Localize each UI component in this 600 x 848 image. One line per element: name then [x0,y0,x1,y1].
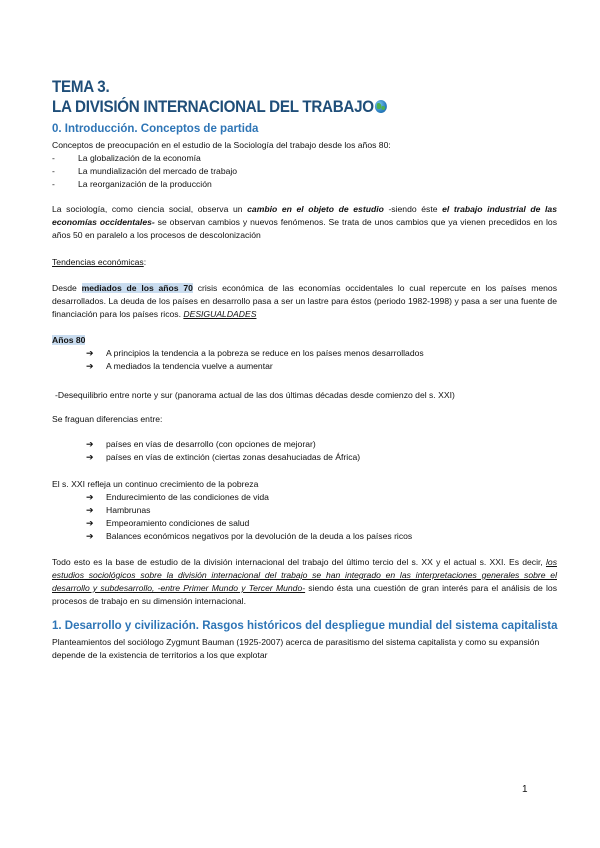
desequilibrio-text: -Desequilibrio entre norte y sur (panorama actual de las dos últimas décadas desde comienzo del s. XXI) [55,390,455,400]
list-item: ➔ A principios la tendencia a la pobreza se reduce en los países menos desarrollados [86,348,424,358]
section-1-heading: 1. Desarrollo y civilización. Rasgos históricos del despliegue mundial del sistema capitalista [52,620,558,632]
list-item: ➔ Endurecimiento de las condiciones de vida [86,492,269,502]
intro-text: Conceptos de preocupación en el estudio de la Sociología del trabajo desde los años 80: [52,140,391,150]
fraguan-list [0,438,600,464]
list-item: ➔ Empeoramiento condiciones de salud [86,518,250,528]
paragraph-sociologia: La sociología, como ciencia social, observa un cambio en el objeto de estudio -siendo éste el trabajo industrial de las economías occidentales- se observan cambios y nuevos fenómenos. Se trata de unos cambios que ya vienen precedidos en los años 50 en paralelo a los procesos de descolonización [52,204,557,240]
list-item: - La globalización de la economía [52,153,201,163]
arrow-right-icon: ➔ [86,492,94,502]
anos-80-list [0,347,600,373]
arrow-right-icon: ➔ [86,348,94,358]
tendencias-heading: Tendencias económicas: [52,257,147,267]
sxxi-text: El s. XXI refleja un continuo crecimiento de la pobreza [52,479,259,489]
arrow-right-icon: ➔ [86,505,94,515]
sxxi-list [0,491,600,543]
arrow-right-icon: ➔ [86,361,94,371]
page-number: 1 [522,784,528,795]
globe-icon [375,100,387,113]
paragraph-crisis: Desde mediados de los años 70 crisis económica de las economías occidentales lo cual repercute en los países menos desarrollados. La deuda de los países en desarrollo pasa a ser un lastre para éstos (periodo 1982-1998) y pasa a ser una fuente de financiación para los países ricos. DESIGUALDADES [52,283,557,319]
section-0-heading: 0. Introducción. Conceptos de partida [52,123,259,135]
list-item: ➔ Balances económicos negativos por la devolución de la deuda a los países ricos [86,531,413,541]
fraguan-text: Se fraguan diferencias entre: [52,414,163,424]
list-item: ➔ países en vías de extinción (ciertas zonas desahuciadas de África) [86,452,361,462]
dash-list [0,152,600,191]
list-item: ➔ A mediados la tendencia vuelve a aumentar [86,361,273,371]
anos-80-label: Años 80 [52,335,86,345]
list-item: - La mundialización del mercado de trabajo [52,166,238,176]
list-item: - La reorganización de la producción [52,179,212,189]
list-item: ➔ Hambrunas [86,505,151,515]
title-text: LA DIVISIÓN INTERNACIONAL DEL TRABAJO [52,98,374,116]
section-1-text: Planteamientos del sociólogo Zygmunt Bauman (1925-2007) acerca de parasitismo del sistema capitalista y como su expansión depende de la existencia de territorios a los que explotar [52,637,540,660]
arrow-right-icon: ➔ [86,518,94,528]
list-item: ➔ países en vías de desarrollo (con opciones de mejorar) [86,439,316,449]
title-line-2 [52,98,387,117]
paragraph-division: Todo esto es la base de estudio de la división internacional del trabajo del último tercio del s. XX y el actual s. XXI. Es decir, los estudios sociológicos sobre la división internacional del trabajo se han integrado en las interpretaciones generales sobre el desarrollo y subdesarrollo, -entre Primer Mundo y Tercer Mundo- siendo ésta una cuestión de gran interés para el análisis de los procesos de trabajo en su dimensión internacional. [52,557,557,606]
title-line-1: TEMA 3. [52,78,110,96]
arrow-right-icon: ➔ [86,531,94,541]
arrow-right-icon: ➔ [86,452,94,462]
arrow-right-icon: ➔ [86,439,94,449]
